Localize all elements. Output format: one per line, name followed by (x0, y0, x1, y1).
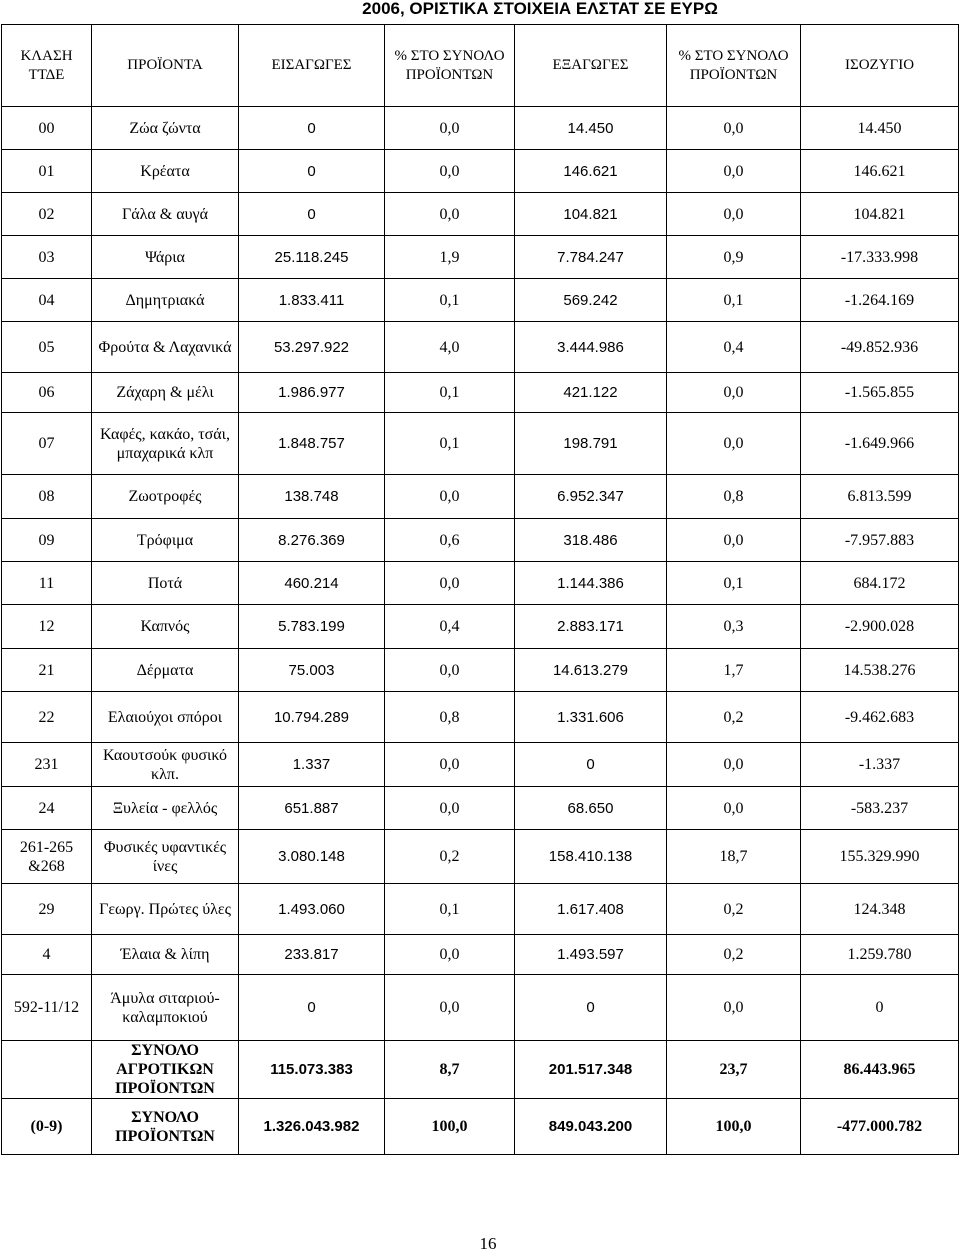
cell-exports-pct: 0,0 (667, 519, 801, 562)
cell-exports: 1.331.606 (515, 692, 667, 743)
cell-imports: 0 (239, 193, 385, 236)
cell-imports-pct: 0,0 (385, 562, 515, 605)
cell-code: 29 (2, 884, 92, 935)
cell-exports-pct: 0,0 (667, 193, 801, 236)
cell-imports-pct: 0,6 (385, 519, 515, 562)
cell-product: Καουτσούκ φυσικό κλπ. (92, 743, 239, 787)
cell-imports: 115.073.383 (239, 1041, 385, 1099)
cell-product: Ξυλεία - φελλός (92, 787, 239, 830)
table-row (2, 322, 959, 373)
cell-product: Καφές, κακάο, τσάι, μπαχαρικά κλπ (92, 413, 239, 475)
cell-exports: 198.791 (515, 413, 667, 475)
cell-imports: 233.817 (239, 935, 385, 975)
table-row (2, 743, 959, 787)
cell-imports: 460.214 (239, 562, 385, 605)
cell-code: 08 (2, 475, 92, 519)
cell-code: 01 (2, 150, 92, 193)
cell-imports: 1.493.060 (239, 884, 385, 935)
cell-imports-pct: 0,0 (385, 150, 515, 193)
cell-product: ΣΥΝΟΛΟ ΑΓΡΟΤΙΚΩΝ ΠΡΟΪΟΝΤΩΝ (92, 1041, 239, 1099)
header-imports: ΕΙΣΑΓΩΓΕΣ (239, 25, 385, 107)
cell-product: Έλαια & λίπη (92, 935, 239, 975)
cell-code: 02 (2, 193, 92, 236)
cell-exports-pct: 0,0 (667, 373, 801, 413)
cell-balance: 104.821 (801, 193, 959, 236)
cell-product: Ζωοτροφές (92, 475, 239, 519)
table-row (2, 475, 959, 519)
cell-imports-pct: 4,0 (385, 322, 515, 373)
cell-imports: 10.794.289 (239, 692, 385, 743)
cell-exports-pct: 0,4 (667, 322, 801, 373)
cell-product: Ποτά (92, 562, 239, 605)
cell-exports: 2.883.171 (515, 605, 667, 649)
cell-imports: 5.783.199 (239, 605, 385, 649)
cell-balance: 124.348 (801, 884, 959, 935)
cell-balance: -17.333.998 (801, 236, 959, 279)
cell-exports: 146.621 (515, 150, 667, 193)
total-row (2, 1041, 959, 1099)
total-row (2, 1099, 959, 1155)
cell-code: 07 (2, 413, 92, 475)
table-row (2, 107, 959, 150)
cell-imports: 1.326.043.982 (239, 1099, 385, 1155)
cell-exports-pct: 0,0 (667, 787, 801, 830)
cell-product: Φρούτα & Λαχανικά (92, 322, 239, 373)
cell-exports-pct: 23,7 (667, 1041, 801, 1099)
cell-imports-pct: 0,1 (385, 884, 515, 935)
cell-exports-pct: 100,0 (667, 1099, 801, 1155)
cell-product: Ζάχαρη & μέλι (92, 373, 239, 413)
cell-imports-pct: 0,0 (385, 975, 515, 1041)
cell-product: ΣΥΝΟΛΟ ΠΡΟΪΟΝΤΩΝ (92, 1099, 239, 1155)
cell-imports-pct: 0,0 (385, 107, 515, 150)
cell-exports: 14.613.279 (515, 649, 667, 692)
cell-balance: -2.900.028 (801, 605, 959, 649)
cell-imports: 138.748 (239, 475, 385, 519)
cell-code: 04 (2, 279, 92, 322)
cell-exports-pct: 0,3 (667, 605, 801, 649)
cell-imports-pct: 0,0 (385, 743, 515, 787)
cell-imports-pct: 0,0 (385, 193, 515, 236)
header-exports: ΕΞΑΓΩΓΕΣ (515, 25, 667, 107)
table-row (2, 193, 959, 236)
cell-imports: 25.118.245 (239, 236, 385, 279)
header-imports-pct: % ΣΤΟ ΣΥΝΟΛΟ ΠΡΟΪΟΝΤΩΝ (385, 25, 515, 107)
cell-product: Κρέατα (92, 150, 239, 193)
cell-imports-pct: 100,0 (385, 1099, 515, 1155)
cell-imports: 1.337 (239, 743, 385, 787)
table-row (2, 649, 959, 692)
table-row (2, 884, 959, 935)
page-title: 2006, ΟΡΙΣΤΙΚΑ ΣΤΟΙΧΕΙΑ ΕΛΣΤΑΤ ΣΕ ΕΥΡΩ (362, 0, 718, 18)
cell-exports-pct: 0,0 (667, 150, 801, 193)
cell-imports: 1.986.977 (239, 373, 385, 413)
cell-product: Καπνός (92, 605, 239, 649)
cell-balance: 155.329.990 (801, 830, 959, 884)
cell-exports: 1.144.386 (515, 562, 667, 605)
table-row (2, 605, 959, 649)
cell-balance: 86.443.965 (801, 1041, 959, 1099)
cell-imports: 0 (239, 975, 385, 1041)
cell-code: 24 (2, 787, 92, 830)
cell-imports: 0 (239, 107, 385, 150)
cell-imports-pct: 0,0 (385, 935, 515, 975)
page-number: 16 (479, 1234, 497, 1253)
cell-product: Γεωργ. Πρώτες ύλες (92, 884, 239, 935)
cell-exports: 0 (515, 975, 667, 1041)
table-row (2, 373, 959, 413)
cell-balance: 14.450 (801, 107, 959, 150)
cell-code: 05 (2, 322, 92, 373)
cell-imports: 75.003 (239, 649, 385, 692)
table-row (2, 150, 959, 193)
cell-code: 4 (2, 935, 92, 975)
cell-exports-pct: 0,0 (667, 743, 801, 787)
cell-imports-pct: 0,0 (385, 787, 515, 830)
cell-imports: 53.297.922 (239, 322, 385, 373)
cell-product: Δημητριακά (92, 279, 239, 322)
table-row (2, 787, 959, 830)
header-class: ΚΛΑΣΗ ΤΤΔΕ (2, 25, 92, 107)
cell-code: (0-9) (2, 1099, 92, 1155)
cell-balance: 6.813.599 (801, 475, 959, 519)
cell-balance: 14.538.276 (801, 649, 959, 692)
cell-exports: 1.617.408 (515, 884, 667, 935)
cell-code: 06 (2, 373, 92, 413)
cell-exports: 104.821 (515, 193, 667, 236)
cell-balance: -583.237 (801, 787, 959, 830)
cell-exports: 7.784.247 (515, 236, 667, 279)
cell-product: Γάλα & αυγά (92, 193, 239, 236)
cell-product: Φυσικές υφαντικές ίνες (92, 830, 239, 884)
table-row (2, 935, 959, 975)
cell-exports: 68.650 (515, 787, 667, 830)
cell-balance: -1.649.966 (801, 413, 959, 475)
cell-product: Άμυλα σιταριού-καλαμποκιού (92, 975, 239, 1041)
header-product: ΠΡΟΪΟΝΤΑ (92, 25, 239, 107)
header-exports-pct: % ΣΤΟ ΣΥΝΟΛΟ ΠΡΟΪΟΝΤΩΝ (667, 25, 801, 107)
cell-balance: 146.621 (801, 150, 959, 193)
cell-code: 261-265 &268 (2, 830, 92, 884)
cell-imports-pct: 0,1 (385, 279, 515, 322)
cell-product: Τρόφιμα (92, 519, 239, 562)
cell-imports: 8.276.369 (239, 519, 385, 562)
header-balance: ΙΣΟΖΥΓΙΟ (801, 25, 959, 107)
cell-balance: -49.852.936 (801, 322, 959, 373)
cell-imports: 1.833.411 (239, 279, 385, 322)
cell-exports-pct: 0,0 (667, 975, 801, 1041)
cell-exports-pct: 0,1 (667, 562, 801, 605)
cell-imports-pct: 0,1 (385, 413, 515, 475)
cell-balance: 0 (801, 975, 959, 1041)
cell-imports-pct: 0,4 (385, 605, 515, 649)
cell-exports-pct: 0,8 (667, 475, 801, 519)
cell-balance: 1.259.780 (801, 935, 959, 975)
cell-exports: 849.043.200 (515, 1099, 667, 1155)
table-row (2, 830, 959, 884)
cell-imports: 3.080.148 (239, 830, 385, 884)
cell-exports-pct: 0,0 (667, 413, 801, 475)
cell-imports-pct: 0,1 (385, 373, 515, 413)
table-row (2, 562, 959, 605)
table-row (2, 519, 959, 562)
cell-product: Ελαιούχοι σπόροι (92, 692, 239, 743)
trade-table (1, 24, 959, 1155)
cell-imports-pct: 8,7 (385, 1041, 515, 1099)
table-row (2, 236, 959, 279)
cell-balance: 684.172 (801, 562, 959, 605)
cell-code (2, 1041, 92, 1099)
cell-balance: -9.462.683 (801, 692, 959, 743)
cell-code: 231 (2, 743, 92, 787)
cell-product: Δέρματα (92, 649, 239, 692)
cell-exports-pct: 1,7 (667, 649, 801, 692)
table-row (2, 279, 959, 322)
cell-exports-pct: 0,1 (667, 279, 801, 322)
cell-exports: 201.517.348 (515, 1041, 667, 1099)
cell-product: Ψάρια (92, 236, 239, 279)
cell-imports-pct: 0,0 (385, 475, 515, 519)
cell-balance: -7.957.883 (801, 519, 959, 562)
cell-exports: 1.493.597 (515, 935, 667, 975)
cell-imports-pct: 0,0 (385, 649, 515, 692)
cell-exports-pct: 0,2 (667, 884, 801, 935)
cell-imports: 0 (239, 150, 385, 193)
table-row (2, 413, 959, 475)
cell-product: Ζώα ζώντα (92, 107, 239, 150)
cell-balance: -1.565.855 (801, 373, 959, 413)
cell-code: 22 (2, 692, 92, 743)
cell-exports-pct: 0,9 (667, 236, 801, 279)
cell-code: 12 (2, 605, 92, 649)
cell-imports-pct: 0,8 (385, 692, 515, 743)
cell-code: 03 (2, 236, 92, 279)
cell-exports: 6.952.347 (515, 475, 667, 519)
cell-code: 21 (2, 649, 92, 692)
cell-imports: 1.848.757 (239, 413, 385, 475)
cell-exports: 158.410.138 (515, 830, 667, 884)
cell-exports: 14.450 (515, 107, 667, 150)
cell-code: 592-11/12 (2, 975, 92, 1041)
cell-exports: 3.444.986 (515, 322, 667, 373)
cell-imports-pct: 1,9 (385, 236, 515, 279)
cell-exports: 318.486 (515, 519, 667, 562)
cell-exports-pct: 0,2 (667, 935, 801, 975)
cell-balance: -1.264.169 (801, 279, 959, 322)
cell-imports-pct: 0,2 (385, 830, 515, 884)
cell-balance: -1.337 (801, 743, 959, 787)
cell-code: 11 (2, 562, 92, 605)
table-row (2, 692, 959, 743)
cell-code: 09 (2, 519, 92, 562)
cell-imports: 651.887 (239, 787, 385, 830)
cell-exports: 0 (515, 743, 667, 787)
cell-exports-pct: 18,7 (667, 830, 801, 884)
table-row (2, 975, 959, 1041)
cell-code: 00 (2, 107, 92, 150)
cell-exports-pct: 0,2 (667, 692, 801, 743)
cell-exports-pct: 0,0 (667, 107, 801, 150)
cell-exports: 421.122 (515, 373, 667, 413)
cell-exports: 569.242 (515, 279, 667, 322)
cell-balance: -477.000.782 (801, 1099, 959, 1155)
header-row (2, 25, 959, 107)
